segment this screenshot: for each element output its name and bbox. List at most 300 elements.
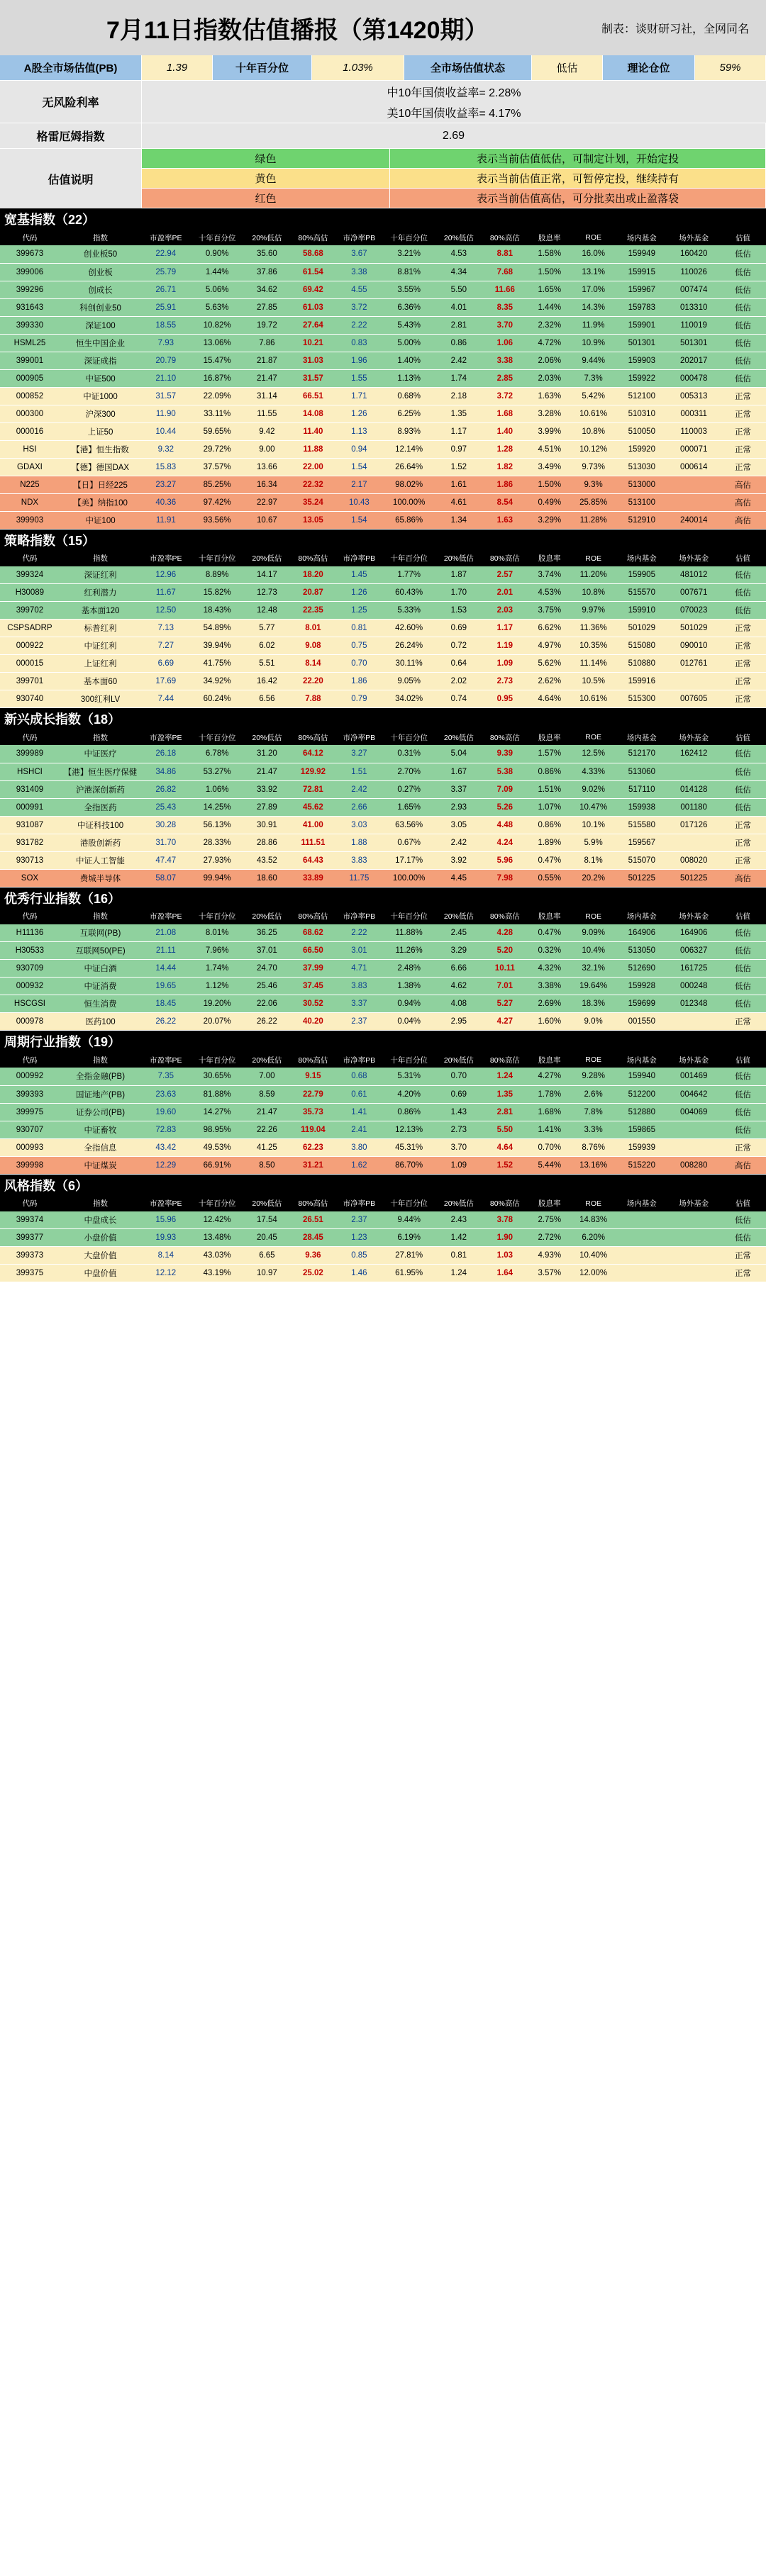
table-cell: 18.3% bbox=[571, 995, 616, 1013]
table-cell: 100.00% bbox=[382, 493, 435, 511]
table-cell: 513030 bbox=[616, 458, 667, 476]
table-cell: 930740 bbox=[0, 690, 60, 708]
table-cell: 10.5% bbox=[571, 673, 616, 690]
table-cell: 3.37 bbox=[435, 780, 482, 798]
table-cell: 513000 bbox=[616, 476, 667, 493]
table-cell: 000992 bbox=[0, 1068, 60, 1085]
table-cell: 399903 bbox=[0, 511, 60, 529]
table-row[interactable] bbox=[0, 1229, 766, 1247]
table-cell: 全指金融(PB) bbox=[60, 1068, 141, 1085]
table-cell: 3.38% bbox=[528, 978, 571, 995]
table-cell: 10.43 bbox=[336, 493, 382, 511]
table-cell: 2.45 bbox=[435, 924, 482, 942]
table-cell: 2.42 bbox=[336, 780, 382, 798]
table-cell: 110019 bbox=[667, 316, 719, 334]
table-cell: 5.06% bbox=[190, 281, 243, 298]
table-cell: 30.52 bbox=[290, 995, 336, 1013]
table-cell: 007605 bbox=[667, 690, 719, 708]
table-cell: 1.51 bbox=[336, 763, 382, 780]
table-cell: 1.28 bbox=[482, 440, 528, 458]
table-cell: 7.93 bbox=[141, 334, 190, 352]
table-cell: 34.62 bbox=[244, 281, 290, 298]
table-cell: 1.41 bbox=[336, 1103, 382, 1121]
table-cell: 58.07 bbox=[141, 869, 190, 887]
table-cell: 129.92 bbox=[290, 763, 336, 780]
table-cell: 高估 bbox=[720, 476, 766, 493]
table-cell: 0.70% bbox=[528, 1138, 571, 1156]
table-row[interactable] bbox=[0, 263, 766, 281]
table-cell: 中证100 bbox=[60, 511, 141, 529]
table-row[interactable] bbox=[0, 1103, 766, 1121]
table-cell: 10.44 bbox=[141, 422, 190, 440]
table-cell: 1.51% bbox=[528, 780, 571, 798]
table-cell: 0.69 bbox=[435, 620, 482, 637]
table-row[interactable] bbox=[0, 1265, 766, 1282]
table-cell: 000922 bbox=[0, 637, 60, 655]
valuation-table bbox=[0, 1196, 766, 1283]
table-cell: 22.20 bbox=[290, 673, 336, 690]
table-cell: 37.99 bbox=[290, 960, 336, 978]
table-cell: 1.34 bbox=[435, 511, 482, 529]
table-row[interactable] bbox=[0, 834, 766, 851]
table-cell: 4.24 bbox=[482, 834, 528, 851]
table-cell: 000071 bbox=[667, 440, 719, 458]
table-cell: 000905 bbox=[0, 369, 60, 387]
summary-state-label: 全市场估值状态 bbox=[404, 55, 532, 80]
table-row[interactable] bbox=[0, 942, 766, 960]
table-cell: 12.00% bbox=[571, 1265, 616, 1282]
table-cell: 000478 bbox=[667, 369, 719, 387]
table-cell: 红利潜力 bbox=[60, 584, 141, 602]
table-cell: 10.82% bbox=[190, 316, 243, 334]
table-cell: 26.22 bbox=[141, 1013, 190, 1031]
table-cell: 中证消费 bbox=[60, 978, 141, 995]
table-cell: 5.50 bbox=[482, 1121, 528, 1138]
table-row[interactable] bbox=[0, 387, 766, 405]
table-cell: 12.96 bbox=[141, 566, 190, 584]
table-cell: 6.69 bbox=[141, 655, 190, 673]
table-cell: 28.33% bbox=[190, 834, 243, 851]
table-cell: 3.92 bbox=[435, 851, 482, 869]
table-cell: 3.75% bbox=[528, 602, 571, 620]
table-cell: 10.11 bbox=[482, 960, 528, 978]
table-cell: 008280 bbox=[667, 1156, 719, 1174]
table-cell: 26.22 bbox=[244, 1013, 290, 1031]
table-row[interactable] bbox=[0, 1068, 766, 1085]
table-cell: 11.88% bbox=[382, 924, 435, 942]
table-cell: 【港】恒生医疗保健 bbox=[60, 763, 141, 780]
table-cell bbox=[616, 1229, 667, 1247]
table-cell: 34.86 bbox=[141, 763, 190, 780]
column-header: 十年百分位 bbox=[190, 1196, 243, 1211]
title-bar bbox=[0, 0, 766, 55]
column-header: ROE bbox=[571, 1052, 616, 1068]
table-cell: 62.23 bbox=[290, 1138, 336, 1156]
table-cell: 3.67 bbox=[336, 245, 382, 263]
table-cell: 99.94% bbox=[190, 869, 243, 887]
table-row[interactable] bbox=[0, 422, 766, 440]
table-cell: 159915 bbox=[616, 263, 667, 281]
table-cell: 11.20% bbox=[571, 566, 616, 584]
column-header: 估值 bbox=[720, 729, 766, 745]
table-cell: 中证煤炭 bbox=[60, 1156, 141, 1174]
table-cell: 2.73 bbox=[482, 673, 528, 690]
table-cell: 0.81 bbox=[435, 1247, 482, 1265]
table-cell: 0.94% bbox=[382, 995, 435, 1013]
table-cell: 10.21 bbox=[290, 334, 336, 352]
table-cell: 正常 bbox=[720, 816, 766, 834]
table-row[interactable] bbox=[0, 298, 766, 316]
table-row[interactable] bbox=[0, 763, 766, 780]
table-cell: 2.37 bbox=[336, 1013, 382, 1031]
column-header: 场外基金 bbox=[667, 909, 719, 924]
table-cell: 1.71 bbox=[336, 387, 382, 405]
table-row[interactable] bbox=[0, 745, 766, 763]
table-cell: 10.8% bbox=[571, 584, 616, 602]
table-cell: 2.03 bbox=[482, 602, 528, 620]
table-row[interactable] bbox=[0, 851, 766, 869]
table-cell: 37.86 bbox=[244, 263, 290, 281]
column-header: 十年百分位 bbox=[382, 551, 435, 566]
table-cell: 6.66 bbox=[435, 960, 482, 978]
table-cell: 4.97% bbox=[528, 637, 571, 655]
table-cell: 100.00% bbox=[382, 869, 435, 887]
table-row[interactable] bbox=[0, 566, 766, 584]
table-cell: 2.85 bbox=[482, 369, 528, 387]
table-cell: 399330 bbox=[0, 316, 60, 334]
table-cell: 000300 bbox=[0, 405, 60, 422]
table-cell: 41.00 bbox=[290, 816, 336, 834]
page-title: 7月11日指数估值播报（第1420期） bbox=[106, 16, 489, 44]
table-cell: 399374 bbox=[0, 1211, 60, 1229]
table-cell: 3.29 bbox=[435, 942, 482, 960]
table-cell: 【美】纳指100 bbox=[60, 493, 141, 511]
table-row[interactable] bbox=[0, 690, 766, 708]
table-cell: 1.35 bbox=[435, 405, 482, 422]
table-cell: 013310 bbox=[667, 298, 719, 316]
table-cell: 1.60% bbox=[528, 1013, 571, 1031]
table-cell: 5.63% bbox=[190, 298, 243, 316]
table-cell: 0.86 bbox=[435, 334, 482, 352]
table-cell: 26.24% bbox=[382, 637, 435, 655]
table-row[interactable] bbox=[0, 1211, 766, 1229]
table-cell: 0.75 bbox=[336, 637, 382, 655]
table-cell: 3.21% bbox=[382, 245, 435, 263]
column-header: 十年百分位 bbox=[190, 230, 243, 245]
table-row[interactable] bbox=[0, 673, 766, 690]
table-cell: 9.44% bbox=[382, 1211, 435, 1229]
table-cell: 30.11% bbox=[382, 655, 435, 673]
column-header: 股息率 bbox=[528, 1196, 571, 1211]
table-cell: 正常 bbox=[720, 673, 766, 690]
table-cell: 0.70 bbox=[435, 1068, 482, 1085]
table-row[interactable] bbox=[0, 316, 766, 334]
table-cell: 33.11% bbox=[190, 405, 243, 422]
table-cell: 22.94 bbox=[141, 245, 190, 263]
table-cell: 53.27% bbox=[190, 763, 243, 780]
table-cell: 164906 bbox=[616, 924, 667, 942]
table-cell bbox=[667, 1265, 719, 1282]
table-row[interactable] bbox=[0, 1156, 766, 1174]
table-cell: 0.47% bbox=[528, 924, 571, 942]
table-cell: H11136 bbox=[0, 924, 60, 942]
table-cell: 159922 bbox=[616, 369, 667, 387]
table-cell: 8.59 bbox=[244, 1085, 290, 1103]
table-cell: 1.61 bbox=[435, 476, 482, 493]
table-cell: 007474 bbox=[667, 281, 719, 298]
table-cell: 30.28 bbox=[141, 816, 190, 834]
table-cell: 12.42% bbox=[190, 1211, 243, 1229]
table-cell: 159865 bbox=[616, 1121, 667, 1138]
table-cell: 2.57 bbox=[482, 566, 528, 584]
column-header: 股息率 bbox=[528, 230, 571, 245]
table-row[interactable] bbox=[0, 493, 766, 511]
table-cell: 18.55 bbox=[141, 316, 190, 334]
summary-pct: 1.03% bbox=[312, 55, 404, 80]
table-cell: 27.64 bbox=[290, 316, 336, 334]
table-cell: 正常 bbox=[720, 440, 766, 458]
table-row[interactable] bbox=[0, 476, 766, 493]
table-cell: 1.40 bbox=[482, 422, 528, 440]
table-cell: 2.03% bbox=[528, 369, 571, 387]
table-cell: 正常 bbox=[720, 690, 766, 708]
table-cell: 0.04% bbox=[382, 1013, 435, 1031]
table-cell: 81.88% bbox=[190, 1085, 243, 1103]
table-cell: 1.82 bbox=[482, 458, 528, 476]
table-cell: 22.79 bbox=[290, 1085, 336, 1103]
table-cell: 正常 bbox=[720, 1013, 766, 1031]
table-cell: 1.64 bbox=[482, 1265, 528, 1282]
column-header: 股息率 bbox=[528, 1052, 571, 1068]
table-cell: 68.62 bbox=[290, 924, 336, 942]
table-row[interactable] bbox=[0, 924, 766, 942]
table-row[interactable] bbox=[0, 620, 766, 637]
table-cell: 25.43 bbox=[141, 798, 190, 816]
table-cell: 17.0% bbox=[571, 281, 616, 298]
valuation-table bbox=[0, 230, 766, 530]
table-cell: 0.68 bbox=[336, 1068, 382, 1085]
table-cell: 18.60 bbox=[244, 869, 290, 887]
column-header: 场外基金 bbox=[667, 729, 719, 745]
table-cell: 515300 bbox=[616, 690, 667, 708]
table-cell: 000932 bbox=[0, 978, 60, 995]
table-cell: 1.43 bbox=[435, 1103, 482, 1121]
table-cell: 2.42 bbox=[435, 352, 482, 369]
table-row[interactable] bbox=[0, 602, 766, 620]
table-cell: 159940 bbox=[616, 1068, 667, 1085]
table-cell: 35.73 bbox=[290, 1103, 336, 1121]
table-cell: 164906 bbox=[667, 924, 719, 942]
table-cell: 5.50 bbox=[435, 281, 482, 298]
table-cell: 58.68 bbox=[290, 245, 336, 263]
column-header: 80%高估 bbox=[290, 729, 336, 745]
table-cell: 14.08 bbox=[290, 405, 336, 422]
table-row[interactable] bbox=[0, 1247, 766, 1265]
table-cell: 1.53 bbox=[435, 602, 482, 620]
table-cell: 008020 bbox=[667, 851, 719, 869]
table-cell: 高估 bbox=[720, 493, 766, 511]
column-header: ROE bbox=[571, 230, 616, 245]
table-row[interactable] bbox=[0, 440, 766, 458]
table-row[interactable] bbox=[0, 1121, 766, 1138]
table-cell: 9.44% bbox=[571, 352, 616, 369]
table-row[interactable] bbox=[0, 1013, 766, 1031]
table-cell: 2.42 bbox=[435, 834, 482, 851]
column-header: 20%低估 bbox=[244, 1052, 290, 1068]
table-cell: 000311 bbox=[667, 405, 719, 422]
table-cell: 高估 bbox=[720, 511, 766, 529]
table-cell: 1.03 bbox=[482, 1247, 528, 1265]
table-cell: 6.02 bbox=[244, 637, 290, 655]
column-header: 估值 bbox=[720, 551, 766, 566]
table-cell: 64.43 bbox=[290, 851, 336, 869]
table-cell: 19.93 bbox=[141, 1229, 190, 1247]
table-row[interactable] bbox=[0, 869, 766, 887]
table-cell: 1.40% bbox=[382, 352, 435, 369]
column-header: 场内基金 bbox=[616, 551, 667, 566]
table-row[interactable] bbox=[0, 655, 766, 673]
table-cell: 2.48% bbox=[382, 960, 435, 978]
table-row[interactable] bbox=[0, 458, 766, 476]
table-cell: 14.83% bbox=[571, 1211, 616, 1229]
table-row[interactable] bbox=[0, 637, 766, 655]
table-row[interactable] bbox=[0, 369, 766, 387]
table-cell: 43.03% bbox=[190, 1247, 243, 1265]
table-cell: 0.95 bbox=[482, 690, 528, 708]
table-cell: 31.20 bbox=[244, 745, 290, 763]
table-cell: 3.83 bbox=[336, 851, 382, 869]
table-row[interactable] bbox=[0, 1085, 766, 1103]
table-cell: 7.3% bbox=[571, 369, 616, 387]
table-cell: 399006 bbox=[0, 263, 60, 281]
table-cell: 3.28% bbox=[528, 405, 571, 422]
table-cell: HSML25 bbox=[0, 334, 60, 352]
column-header: 市净率PB bbox=[336, 729, 382, 745]
table-cell: 512690 bbox=[616, 960, 667, 978]
table-cell: 399324 bbox=[0, 566, 60, 584]
table-cell: 000016 bbox=[0, 422, 60, 440]
table-cell: 931087 bbox=[0, 816, 60, 834]
table-row[interactable] bbox=[0, 245, 766, 263]
column-header: 场内基金 bbox=[616, 230, 667, 245]
table-row[interactable] bbox=[0, 511, 766, 529]
table-cell bbox=[667, 1138, 719, 1156]
table-row[interactable] bbox=[0, 798, 766, 816]
table-row[interactable] bbox=[0, 352, 766, 369]
table-cell: 9.15 bbox=[290, 1068, 336, 1085]
table-cell: 12.73 bbox=[244, 584, 290, 602]
table-cell: H30089 bbox=[0, 584, 60, 602]
table-cell: 5.26 bbox=[482, 798, 528, 816]
summary-theory: 59% bbox=[695, 55, 766, 80]
column-header: 20%低估 bbox=[244, 551, 290, 566]
table-cell bbox=[667, 1229, 719, 1247]
table-row[interactable] bbox=[0, 1138, 766, 1156]
table-cell: 2.37 bbox=[336, 1211, 382, 1229]
table-cell: 159783 bbox=[616, 298, 667, 316]
column-header: 20%低估 bbox=[244, 729, 290, 745]
table-cell: 5.20 bbox=[482, 942, 528, 960]
table-row[interactable] bbox=[0, 584, 766, 602]
table-cell: 31.03 bbox=[290, 352, 336, 369]
graham-label: 格雷厄姆指数 bbox=[0, 123, 142, 148]
table-cell: 160420 bbox=[667, 245, 719, 263]
table-cell: 25.46 bbox=[244, 978, 290, 995]
table-cell: 20.87 bbox=[290, 584, 336, 602]
table-cell: 1.65% bbox=[528, 281, 571, 298]
table-cell: 2.95 bbox=[435, 1013, 482, 1031]
table-row[interactable] bbox=[0, 816, 766, 834]
table-cell: 2.6% bbox=[571, 1085, 616, 1103]
table-cell: 12.50 bbox=[141, 602, 190, 620]
table-cell: 26.71 bbox=[141, 281, 190, 298]
table-cell: 1.13 bbox=[336, 422, 382, 440]
table-cell: 501029 bbox=[616, 620, 667, 637]
table-cell: 1.26 bbox=[336, 405, 382, 422]
table-cell: 9.36 bbox=[290, 1247, 336, 1265]
table-row[interactable] bbox=[0, 405, 766, 422]
table-cell: 8.01 bbox=[290, 620, 336, 637]
table-cell: 66.51 bbox=[290, 387, 336, 405]
table-cell: 1.42 bbox=[435, 1229, 482, 1247]
table-cell: 9.08 bbox=[290, 637, 336, 655]
table-cell: 中证畜牧 bbox=[60, 1121, 141, 1138]
table-cell: 1.46 bbox=[336, 1265, 382, 1282]
table-cell: 中证红利 bbox=[60, 637, 141, 655]
table-cell: 45.31% bbox=[382, 1138, 435, 1156]
table-cell: 低估 bbox=[720, 1068, 766, 1085]
table-row[interactable] bbox=[0, 334, 766, 352]
table-cell: 1.70 bbox=[435, 584, 482, 602]
table-cell: 5.96 bbox=[482, 851, 528, 869]
table-cell: 159567 bbox=[616, 834, 667, 851]
table-cell: 11.36% bbox=[571, 620, 616, 637]
table-cell: 7.96% bbox=[190, 942, 243, 960]
table-cell: 69.42 bbox=[290, 281, 336, 298]
table-cell: 98.02% bbox=[382, 476, 435, 493]
table-cell: 72.81 bbox=[290, 780, 336, 798]
table-cell: 1.17 bbox=[482, 620, 528, 637]
column-header: 80%高估 bbox=[482, 909, 528, 924]
table-cell: HSHCI bbox=[0, 763, 60, 780]
table-cell: 创业板 bbox=[60, 263, 141, 281]
table-row[interactable] bbox=[0, 960, 766, 978]
column-header: 十年百分位 bbox=[382, 729, 435, 745]
table-cell: 090010 bbox=[667, 637, 719, 655]
table-cell: 012761 bbox=[667, 655, 719, 673]
table-cell: 5.04 bbox=[435, 745, 482, 763]
table-cell: 正常 bbox=[720, 655, 766, 673]
section-title: 策略指数（15） bbox=[0, 530, 766, 551]
table-cell: 1.74% bbox=[190, 960, 243, 978]
table-cell: 0.64 bbox=[435, 655, 482, 673]
table-cell: 0.70 bbox=[336, 655, 382, 673]
column-header: 80%高估 bbox=[482, 230, 528, 245]
table-cell: 22.97 bbox=[244, 493, 290, 511]
table-row[interactable] bbox=[0, 780, 766, 798]
table-cell: 515220 bbox=[616, 1156, 667, 1174]
table-cell: 37.57% bbox=[190, 458, 243, 476]
table-row[interactable] bbox=[0, 281, 766, 298]
table-row[interactable] bbox=[0, 995, 766, 1013]
table-row[interactable] bbox=[0, 978, 766, 995]
summary-label: A股全市场估值(PB) bbox=[0, 55, 142, 80]
table-cell: 2.01 bbox=[482, 584, 528, 602]
valuation-table bbox=[0, 551, 766, 709]
table-cell: 低估 bbox=[720, 263, 766, 281]
table-cell: 4.20% bbox=[382, 1085, 435, 1103]
table-cell: 9.32 bbox=[141, 440, 190, 458]
